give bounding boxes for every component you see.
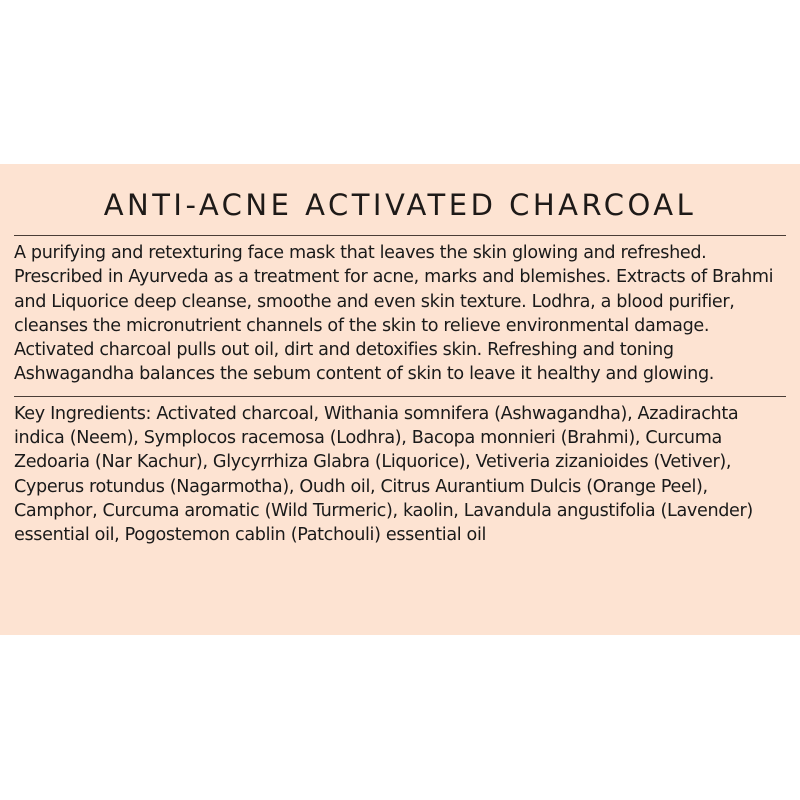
product-title: ANTI-ACNE ACTIVATED CHARCOAL — [103, 188, 697, 222]
key-ingredients: Key Ingredients: Activated charcoal, Withania somnifera (Ashwagandha), Azadirachta indica (Neem), Symplocos racemosa (Lodhra), Bacopa monnieri (Brahmi), Curcuma Zedoaria (Nar Kachur), Glycyrrhiza Glabra (Liquorice), Vetiveria zizanioides (Vetiver), Cyperus rotundus (Nagarmotha), Oudh oil, Citrus Aurantium Dulcis (Orange Peel), Camphor, Curcuma aromatic (Wild Turmeric), kaolin, Lavandula angustifolia (Lavender) essential oil, Pogostemon cablin (Patchouli) essential oil — [14, 403, 753, 546]
product-info-panel — [0, 164, 800, 635]
section-divider — [14, 396, 786, 397]
product-description: A purifying and retexturing face mask that leaves the skin glowing and refreshed. Prescribed in Ayurveda as a treatment for acne, marks and blemishes. Extracts of Brahmi and Liquorice deep cleanse, smoothe and even skin texture. Lodhra, a blood purifier, cleanses the micronutrient channels of the skin to relieve environmental damage. Activated charcoal pulls out oil, dirt and detoxifies skin. Refreshing and toning Ashwagandha balances the sebum content of skin to leave it healthy and glowing. — [14, 243, 774, 385]
title-divider — [14, 235, 786, 236]
